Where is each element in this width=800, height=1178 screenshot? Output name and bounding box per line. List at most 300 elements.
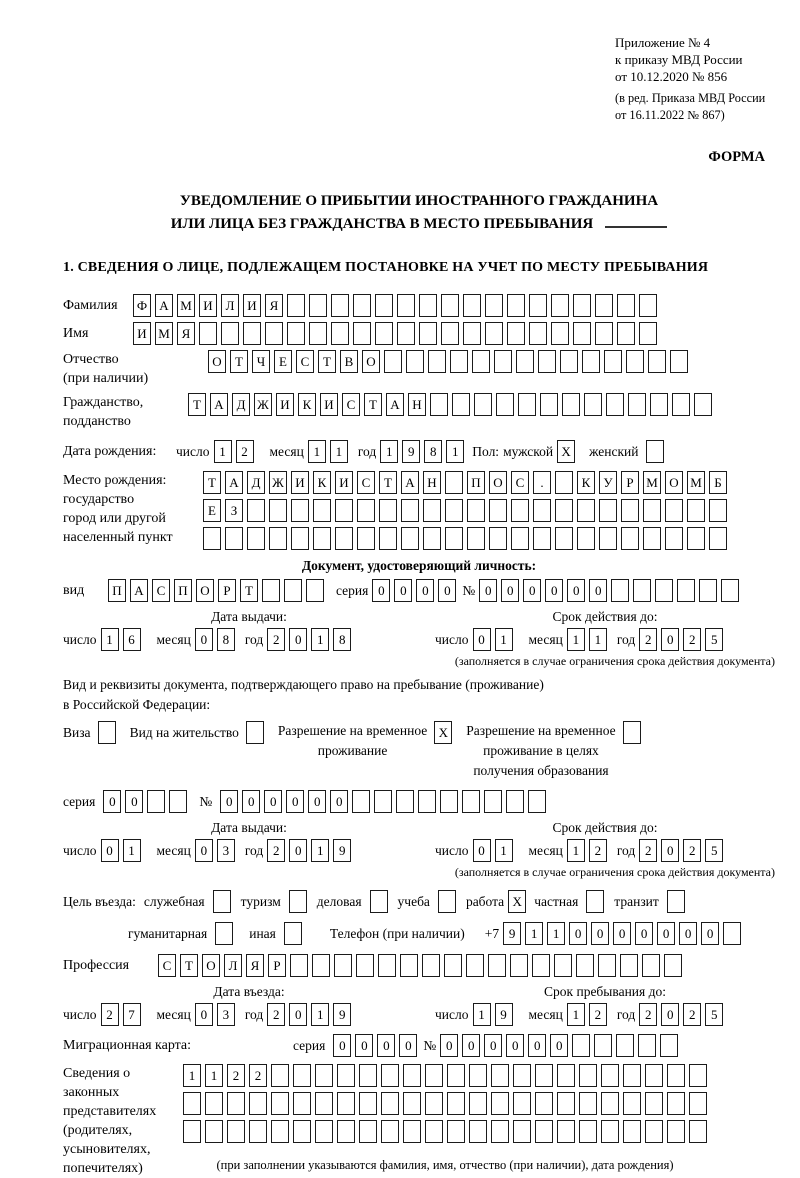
char-cell[interactable] [623,1120,641,1143]
char-cell[interactable] [532,954,550,977]
char-cell[interactable] [312,954,330,977]
char-cell[interactable]: Т [318,350,336,373]
char-cell[interactable]: С [357,471,375,494]
char-cell[interactable]: Р [621,471,639,494]
char-cell[interactable] [535,1092,553,1115]
char-cell[interactable] [262,579,280,602]
char-cell[interactable] [243,322,261,345]
char-cell[interactable]: 0 [264,790,282,813]
char-cell[interactable]: . [533,471,551,494]
char-cell[interactable] [356,954,374,977]
char-cell[interactable] [227,1092,245,1115]
char-cell[interactable]: 0 [523,579,541,602]
char-cell[interactable] [396,790,414,813]
char-cell[interactable]: 8 [333,628,351,651]
char-cell[interactable] [474,393,492,416]
char-cell[interactable] [557,1120,575,1143]
checkbox-cell[interactable]: X [508,890,526,913]
purpose-study-checkbox[interactable] [438,890,456,913]
char-cell[interactable]: И [320,393,338,416]
char-cell[interactable]: 3 [217,1003,235,1026]
char-cell[interactable]: 2 [683,839,701,862]
char-cell[interactable]: У [599,471,617,494]
char-cell[interactable] [265,322,283,345]
char-cell[interactable]: 8 [424,440,442,463]
purpose-private-checkbox[interactable] [586,890,604,913]
char-cell[interactable]: 0 [661,839,679,862]
char-cell[interactable]: 1 [495,628,513,651]
char-cell[interactable] [335,499,353,522]
char-cell[interactable]: 0 [416,579,434,602]
char-cell[interactable]: П [174,579,192,602]
char-cell[interactable]: 0 [289,1003,307,1026]
char-cell[interactable]: К [577,471,595,494]
char-cell[interactable] [529,322,547,345]
char-cell[interactable]: И [199,294,217,317]
char-cell[interactable] [484,790,502,813]
char-cell[interactable]: И [276,393,294,416]
char-cell[interactable] [557,1092,575,1115]
char-cell[interactable]: 0 [473,628,491,651]
char-cell[interactable] [511,499,529,522]
checkbox-cell[interactable] [213,890,231,913]
char-cell[interactable] [331,322,349,345]
char-cell[interactable]: 0 [635,922,653,945]
char-cell[interactable]: 0 [438,579,456,602]
char-cell[interactable]: 1 [525,922,543,945]
char-cell[interactable] [645,1064,663,1087]
char-cell[interactable] [611,579,629,602]
char-cell[interactable] [601,1120,619,1143]
char-cell[interactable]: И [133,322,151,345]
char-cell[interactable] [535,1120,553,1143]
char-cell[interactable] [540,393,558,416]
char-cell[interactable]: 0 [394,579,412,602]
char-cell[interactable]: 0 [125,790,143,813]
temp-residence-checkbox[interactable] [434,721,452,744]
char-cell[interactable]: Ф [133,294,151,317]
char-cell[interactable] [401,499,419,522]
char-cell[interactable] [472,350,490,373]
char-cell[interactable]: 0 [589,579,607,602]
char-cell[interactable] [271,1092,289,1115]
char-cell[interactable] [694,393,712,416]
char-cell[interactable] [660,1034,678,1057]
char-cell[interactable]: К [298,393,316,416]
char-cell[interactable]: 0 [484,1034,502,1057]
char-cell[interactable] [466,954,484,977]
char-cell[interactable]: 0 [377,1034,395,1057]
char-cell[interactable] [617,294,635,317]
char-cell[interactable] [445,527,463,550]
char-cell[interactable] [579,1064,597,1087]
char-cell[interactable] [381,1120,399,1143]
char-cell[interactable] [379,499,397,522]
char-cell[interactable]: В [340,350,358,373]
char-cell[interactable]: Е [203,499,221,522]
char-cell[interactable] [670,350,688,373]
char-cell[interactable]: 1 [101,628,119,651]
char-cell[interactable]: О [362,350,380,373]
char-cell[interactable]: Я [177,322,195,345]
char-cell[interactable] [623,1092,641,1115]
char-cell[interactable] [379,527,397,550]
char-cell[interactable] [529,294,547,317]
char-cell[interactable]: А [401,471,419,494]
char-cell[interactable] [551,322,569,345]
char-cell[interactable] [440,790,458,813]
char-cell[interactable] [384,350,402,373]
purpose-work-checkbox[interactable] [508,890,526,913]
char-cell[interactable]: 0 [501,579,519,602]
char-cell[interactable]: Д [247,471,265,494]
char-cell[interactable] [573,294,591,317]
char-cell[interactable]: 9 [503,922,521,945]
char-cell[interactable]: 1 [589,628,607,651]
char-cell[interactable] [425,1120,443,1143]
char-cell[interactable] [203,527,221,550]
char-cell[interactable] [199,322,217,345]
char-cell[interactable]: 2 [639,839,657,862]
char-cell[interactable]: 0 [242,790,260,813]
char-cell[interactable] [639,294,657,317]
char-cell[interactable] [582,350,600,373]
char-cell[interactable] [687,499,705,522]
char-cell[interactable] [293,1120,311,1143]
char-cell[interactable] [687,527,705,550]
char-cell[interactable] [463,322,481,345]
char-cell[interactable] [337,1064,355,1087]
char-cell[interactable]: К [313,471,331,494]
char-cell[interactable]: 0 [289,839,307,862]
char-cell[interactable]: Р [268,954,286,977]
char-cell[interactable] [293,1064,311,1087]
char-cell[interactable]: М [177,294,195,317]
char-cell[interactable]: А [386,393,404,416]
char-cell[interactable] [444,954,462,977]
char-cell[interactable] [397,294,415,317]
char-cell[interactable] [423,499,441,522]
char-cell[interactable]: 2 [267,839,285,862]
char-cell[interactable]: 2 [639,628,657,651]
char-cell[interactable] [528,790,546,813]
char-cell[interactable] [397,322,415,345]
char-cell[interactable] [313,499,331,522]
char-cell[interactable] [494,350,512,373]
char-cell[interactable]: Ж [269,471,287,494]
char-cell[interactable]: 0 [286,790,304,813]
char-cell[interactable]: Б [709,471,727,494]
char-cell[interactable]: И [335,471,353,494]
char-cell[interactable]: 0 [661,1003,679,1026]
char-cell[interactable]: Р [218,579,236,602]
char-cell[interactable] [633,579,651,602]
char-cell[interactable]: 0 [528,1034,546,1057]
char-cell[interactable]: Т [180,954,198,977]
char-cell[interactable] [555,527,573,550]
char-cell[interactable] [425,1092,443,1115]
char-cell[interactable] [485,294,503,317]
checkbox-cell[interactable] [646,440,664,463]
char-cell[interactable] [359,1092,377,1115]
char-cell[interactable] [518,393,536,416]
char-cell[interactable] [403,1092,421,1115]
char-cell[interactable] [721,579,739,602]
char-cell[interactable] [665,499,683,522]
char-cell[interactable]: Н [408,393,426,416]
char-cell[interactable]: Л [221,294,239,317]
sex-female-checkbox[interactable] [646,440,664,463]
char-cell[interactable] [667,1120,685,1143]
char-cell[interactable]: 1 [495,839,513,862]
char-cell[interactable] [573,322,591,345]
char-cell[interactable] [337,1120,355,1143]
checkbox-cell[interactable] [215,922,233,945]
char-cell[interactable]: Т [364,393,382,416]
visa-checkbox[interactable] [98,721,116,744]
char-cell[interactable]: 0 [355,1034,373,1057]
char-cell[interactable] [452,393,470,416]
char-cell[interactable] [584,393,602,416]
char-cell[interactable]: 2 [236,440,254,463]
char-cell[interactable]: 6 [123,628,141,651]
char-cell[interactable]: Е [274,350,292,373]
char-cell[interactable] [359,1064,377,1087]
char-cell[interactable] [403,1120,421,1143]
char-cell[interactable] [306,579,324,602]
char-cell[interactable] [491,1064,509,1087]
char-cell[interactable]: С [158,954,176,977]
char-cell[interactable] [709,527,727,550]
char-cell[interactable] [655,579,673,602]
char-cell[interactable] [221,322,239,345]
temp-residence-education-checkbox[interactable] [623,721,641,744]
char-cell[interactable] [577,527,595,550]
char-cell[interactable] [677,579,695,602]
char-cell[interactable]: З [225,499,243,522]
char-cell[interactable] [643,527,661,550]
char-cell[interactable]: 1 [123,839,141,862]
char-cell[interactable]: 9 [333,1003,351,1026]
char-cell[interactable] [291,499,309,522]
char-cell[interactable]: Я [246,954,264,977]
char-cell[interactable] [639,322,657,345]
char-cell[interactable]: 0 [545,579,563,602]
char-cell[interactable]: 0 [479,579,497,602]
checkbox-cell[interactable] [246,721,264,744]
char-cell[interactable] [337,1092,355,1115]
char-cell[interactable]: М [155,322,173,345]
char-cell[interactable] [291,527,309,550]
char-cell[interactable]: 1 [567,1003,585,1026]
checkbox-cell[interactable]: X [557,440,575,463]
char-cell[interactable]: 9 [333,839,351,862]
char-cell[interactable] [723,922,741,945]
char-cell[interactable] [599,499,617,522]
char-cell[interactable]: 0 [330,790,348,813]
char-cell[interactable] [648,350,666,373]
char-cell[interactable] [650,393,668,416]
char-cell[interactable] [604,350,622,373]
char-cell[interactable]: 0 [506,1034,524,1057]
char-cell[interactable]: 0 [220,790,238,813]
char-cell[interactable]: 2 [227,1064,245,1087]
char-cell[interactable] [357,527,375,550]
char-cell[interactable] [535,1064,553,1087]
char-cell[interactable]: 7 [123,1003,141,1026]
char-cell[interactable] [555,499,573,522]
char-cell[interactable]: И [291,471,309,494]
char-cell[interactable] [309,322,327,345]
char-cell[interactable] [147,790,165,813]
purpose-humanitarian-checkbox[interactable] [215,922,233,945]
char-cell[interactable] [533,499,551,522]
char-cell[interactable] [359,1120,377,1143]
char-cell[interactable]: 1 [547,922,565,945]
char-cell[interactable] [628,393,646,416]
char-cell[interactable]: М [687,471,705,494]
sex-male-checkbox[interactable] [557,440,575,463]
char-cell[interactable] [665,527,683,550]
char-cell[interactable] [496,393,514,416]
char-cell[interactable] [445,471,463,494]
char-cell[interactable]: П [108,579,126,602]
char-cell[interactable]: 2 [639,1003,657,1026]
char-cell[interactable] [183,1092,201,1115]
char-cell[interactable] [667,1064,685,1087]
char-cell[interactable] [381,1092,399,1115]
char-cell[interactable] [375,322,393,345]
char-cell[interactable] [469,1064,487,1087]
purpose-transit-checkbox[interactable] [667,890,685,913]
char-cell[interactable] [699,579,717,602]
char-cell[interactable]: 0 [567,579,585,602]
char-cell[interactable]: 0 [195,839,213,862]
char-cell[interactable]: 5 [705,1003,723,1026]
char-cell[interactable] [249,1120,267,1143]
char-cell[interactable]: Ж [254,393,272,416]
char-cell[interactable] [374,790,392,813]
char-cell[interactable] [419,294,437,317]
char-cell[interactable] [689,1064,707,1087]
char-cell[interactable] [445,499,463,522]
char-cell[interactable]: О [489,471,507,494]
char-cell[interactable] [689,1120,707,1143]
char-cell[interactable] [601,1064,619,1087]
char-cell[interactable] [428,350,446,373]
char-cell[interactable] [205,1120,223,1143]
char-cell[interactable] [506,790,524,813]
checkbox-cell[interactable]: X [434,721,452,744]
char-cell[interactable]: 0 [195,1003,213,1026]
char-cell[interactable] [419,322,437,345]
char-cell[interactable]: Т [379,471,397,494]
char-cell[interactable] [664,954,682,977]
checkbox-cell[interactable] [438,890,456,913]
char-cell[interactable] [643,499,661,522]
char-cell[interactable] [269,527,287,550]
char-cell[interactable]: Т [240,579,258,602]
char-cell[interactable]: 0 [289,628,307,651]
char-cell[interactable]: 2 [683,628,701,651]
char-cell[interactable] [287,294,305,317]
char-cell[interactable] [599,527,617,550]
char-cell[interactable] [510,954,528,977]
char-cell[interactable] [489,499,507,522]
char-cell[interactable] [381,1064,399,1087]
char-cell[interactable] [491,1120,509,1143]
char-cell[interactable] [315,1120,333,1143]
char-cell[interactable] [672,393,690,416]
char-cell[interactable]: 0 [473,839,491,862]
char-cell[interactable] [709,499,727,522]
char-cell[interactable] [595,322,613,345]
char-cell[interactable]: 0 [701,922,719,945]
char-cell[interactable] [560,350,578,373]
char-cell[interactable]: Я [265,294,283,317]
char-cell[interactable] [400,954,418,977]
char-cell[interactable] [626,350,644,373]
char-cell[interactable]: 2 [589,839,607,862]
char-cell[interactable]: О [202,954,220,977]
checkbox-cell[interactable] [370,890,388,913]
char-cell[interactable]: 5 [705,839,723,862]
char-cell[interactable] [513,1092,531,1115]
char-cell[interactable] [247,499,265,522]
char-cell[interactable]: 1 [183,1064,201,1087]
char-cell[interactable]: 1 [446,440,464,463]
char-cell[interactable] [576,954,594,977]
char-cell[interactable]: П [467,471,485,494]
char-cell[interactable]: Т [230,350,248,373]
char-cell[interactable] [205,1092,223,1115]
char-cell[interactable]: 0 [440,1034,458,1057]
char-cell[interactable] [485,322,503,345]
char-cell[interactable] [406,350,424,373]
char-cell[interactable]: 1 [567,628,585,651]
char-cell[interactable]: 0 [372,579,390,602]
checkbox-cell[interactable] [98,721,116,744]
char-cell[interactable] [169,790,187,813]
char-cell[interactable]: 2 [267,1003,285,1026]
checkbox-cell[interactable] [623,721,641,744]
purpose-tourism-checkbox[interactable] [289,890,307,913]
char-cell[interactable] [403,1064,421,1087]
char-cell[interactable] [594,1034,612,1057]
char-cell[interactable] [469,1092,487,1115]
char-cell[interactable] [598,954,616,977]
char-cell[interactable] [247,527,265,550]
char-cell[interactable] [551,294,569,317]
char-cell[interactable]: 0 [103,790,121,813]
char-cell[interactable] [467,499,485,522]
char-cell[interactable]: Д [232,393,250,416]
residence-permit-checkbox[interactable] [246,721,264,744]
char-cell[interactable] [430,393,448,416]
char-cell[interactable]: 5 [705,628,723,651]
char-cell[interactable]: 9 [495,1003,513,1026]
char-cell[interactable] [331,294,349,317]
char-cell[interactable]: 1 [311,1003,329,1026]
char-cell[interactable] [422,954,440,977]
char-cell[interactable] [183,1120,201,1143]
char-cell[interactable] [595,294,613,317]
char-cell[interactable] [579,1092,597,1115]
char-cell[interactable]: 9 [402,440,420,463]
char-cell[interactable] [378,954,396,977]
char-cell[interactable]: С [342,393,360,416]
char-cell[interactable]: 2 [683,1003,701,1026]
